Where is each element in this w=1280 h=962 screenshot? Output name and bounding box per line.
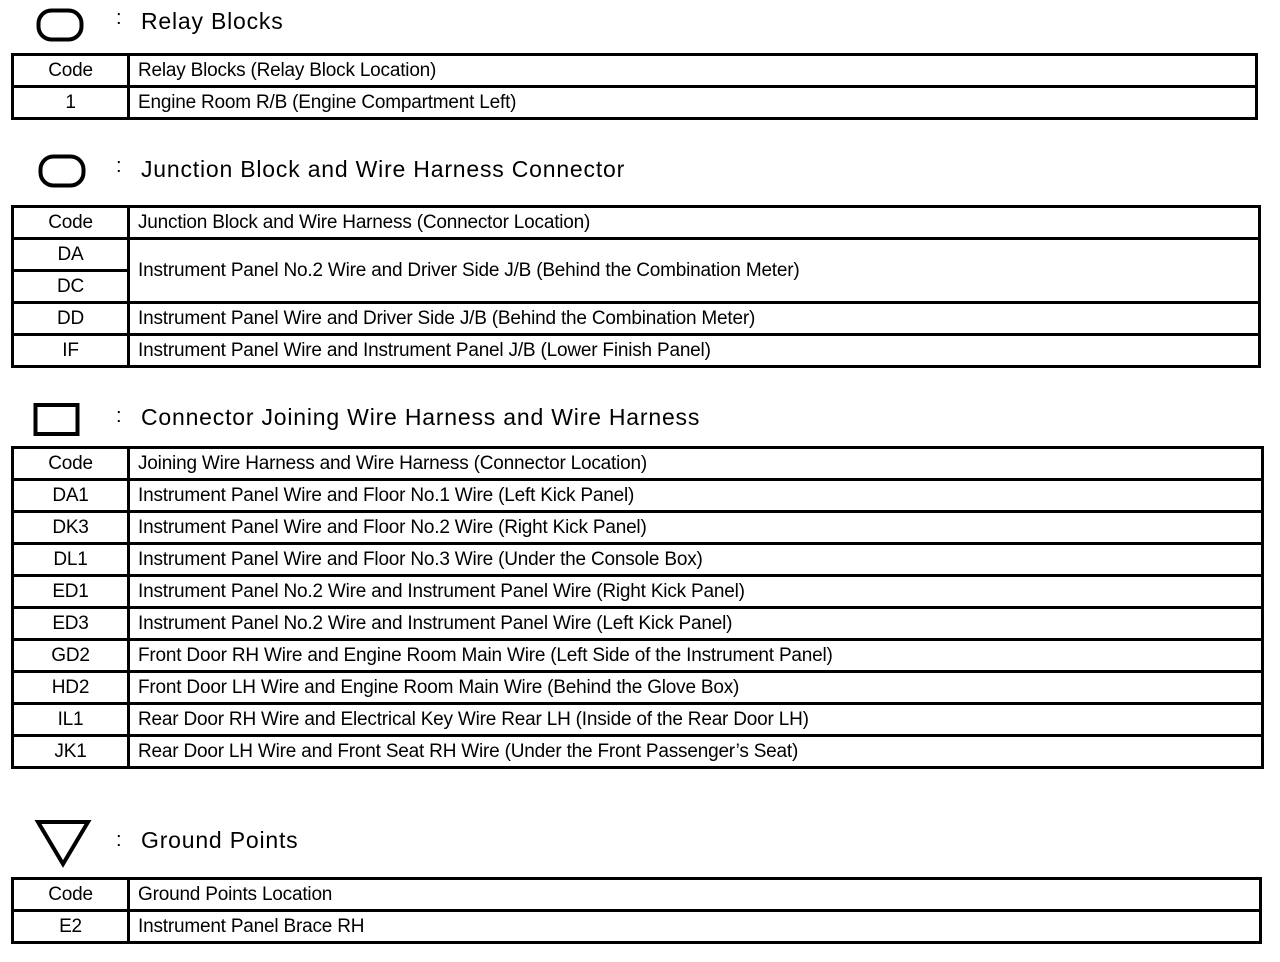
description-cell: Rear Door RH Wire and Electrical Key Wire Rear LH (Inside of the Rear Door LH) [129, 704, 1263, 736]
description-cell: Instrument Panel Wire and Driver Side J/B (Behind the Combination Meter) [129, 303, 1260, 335]
table-row [13, 736, 1263, 768]
code-cell: IF [13, 335, 129, 367]
code-cell: IL1 [13, 704, 129, 736]
description-cell: Instrument Panel No.2 Wire and Instrument Panel Wire (Right Kick Panel) [129, 576, 1263, 608]
heading-colon: : [116, 829, 122, 851]
junction-block-heading [0, 150, 800, 190]
code-cell: HD2 [13, 672, 129, 704]
code-cell: DA1 [13, 480, 129, 512]
code-cell: DL1 [13, 544, 129, 576]
code-cell: E2 [13, 911, 129, 943]
location-header: Joining Wire Harness and Wire Harness (Connector Location) [129, 448, 1263, 480]
table-row [13, 608, 1263, 640]
table-header-row [13, 207, 1260, 239]
ground-points-table [11, 877, 1262, 944]
connector-joining-table [11, 446, 1264, 769]
ground-triangle-icon [34, 818, 92, 868]
connector-joining-heading [0, 398, 900, 438]
table-header-row [13, 879, 1261, 911]
section-title: Relay Blocks [141, 8, 284, 34]
section-title: Connector Joining Wire Harness and Wire Harness [141, 404, 701, 430]
description-cell: Instrument Panel No.2 Wire and Driver Side J/B (Behind the Combination Meter) [129, 239, 1260, 303]
heading-colon: : [116, 155, 122, 177]
table-row [13, 512, 1263, 544]
location-header: Relay Blocks (Relay Block Location) [129, 55, 1257, 87]
code-header: Code [13, 879, 129, 911]
description-cell: Instrument Panel Wire and Floor No.1 Wire (Left Kick Panel) [129, 480, 1263, 512]
code-cell: 1 [13, 87, 129, 119]
description-cell: Instrument Panel Brace RH [129, 911, 1261, 943]
table-header-row [13, 448, 1263, 480]
location-header: Ground Points Location [129, 879, 1261, 911]
description-cell: Instrument Panel Wire and Floor No.2 Wire (Right Kick Panel) [129, 512, 1263, 544]
description-cell: Instrument Panel Wire and Floor No.3 Wire (Under the Console Box) [129, 544, 1263, 576]
description-cell: Engine Room R/B (Engine Compartment Left) [129, 87, 1257, 119]
code-cell: JK1 [13, 736, 129, 768]
code-cell: DA [13, 239, 129, 271]
code-cell: ED3 [13, 608, 129, 640]
code-cell: DK3 [13, 512, 129, 544]
code-header: Code [13, 55, 129, 87]
description-cell: Front Door RH Wire and Engine Room Main Wire (Left Side of the Instrument Panel) [129, 640, 1263, 672]
code-header: Code [13, 207, 129, 239]
junction-block-table [11, 205, 1261, 368]
description-cell: Instrument Panel Wire and Instrument Panel J/B (Lower Finish Panel) [129, 335, 1260, 367]
heading-colon: : [116, 7, 122, 29]
code-cell: GD2 [13, 640, 129, 672]
table-row [13, 480, 1263, 512]
table-row [13, 576, 1263, 608]
connector-rectangle-icon [33, 402, 81, 438]
location-header: Junction Block and Wire Harness (Connector Location) [129, 207, 1260, 239]
table-row [13, 640, 1263, 672]
code-header: Code [13, 448, 129, 480]
code-cell: DC [13, 271, 129, 303]
table-row [13, 335, 1260, 367]
relay-blocks-heading [0, 2, 700, 42]
heading-colon: : [116, 405, 122, 427]
description-cell: Front Door LH Wire and Engine Room Main Wire (Behind the Glove Box) [129, 672, 1263, 704]
ground-points-heading [0, 818, 600, 858]
code-cell: ED1 [13, 576, 129, 608]
section-title: Junction Block and Wire Harness Connector [141, 156, 626, 182]
relay-block-rounded-icon [36, 8, 84, 42]
description-cell: Rear Door LH Wire and Front Seat RH Wire (Under the Front Passenger’s Seat) [129, 736, 1263, 768]
code-cell: DD [13, 303, 129, 335]
junction-block-rounded-icon [38, 154, 86, 188]
section-title: Ground Points [141, 827, 299, 853]
table-row [13, 544, 1263, 576]
table-row [13, 672, 1263, 704]
description-cell: Instrument Panel No.2 Wire and Instrument Panel Wire (Left Kick Panel) [129, 608, 1263, 640]
table-header-row [13, 55, 1257, 87]
table-row [13, 303, 1260, 335]
table-row [13, 87, 1257, 119]
table-row [13, 911, 1261, 943]
table-row [13, 239, 1260, 271]
relay-blocks-table [11, 53, 1258, 120]
table-row [13, 704, 1263, 736]
